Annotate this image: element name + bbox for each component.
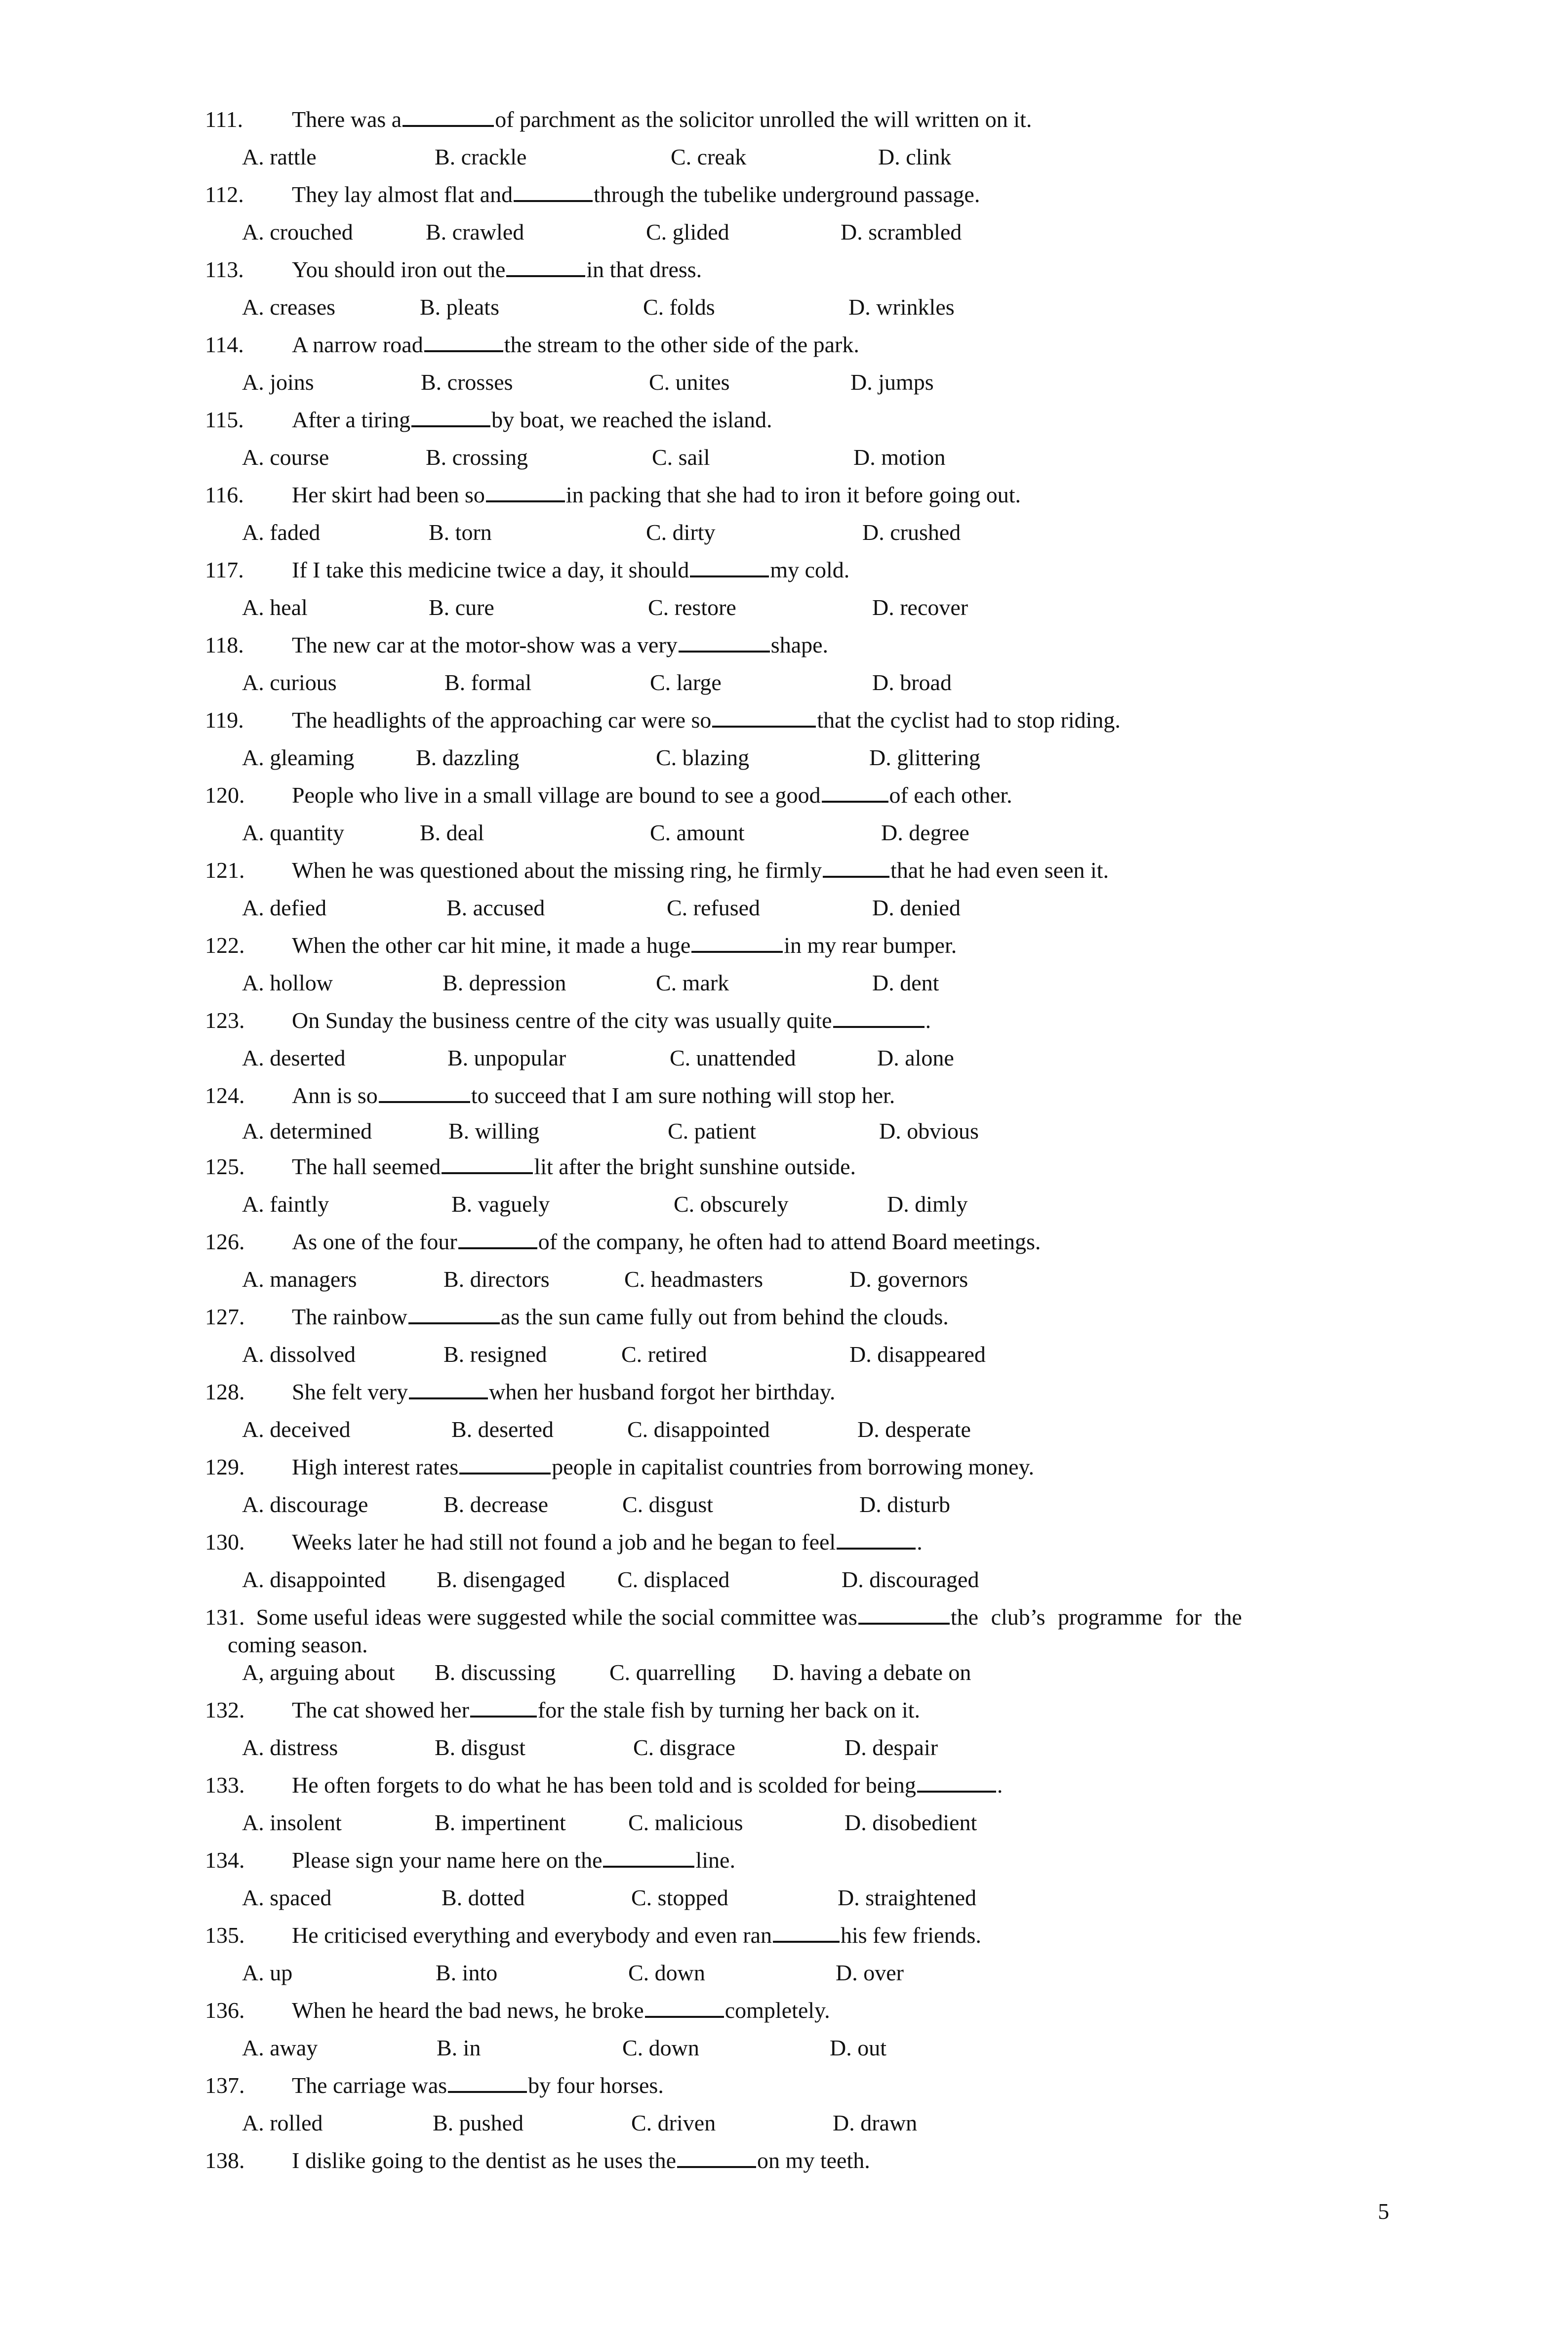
answer-blank	[379, 1082, 470, 1103]
option-b: B. vaguely	[451, 1191, 550, 1217]
question-124	[205, 1082, 895, 1109]
question-119	[205, 706, 1121, 734]
option-b: B. dazzling	[416, 745, 520, 770]
question-130	[205, 1528, 923, 1556]
answer-blank	[424, 331, 503, 352]
question-number: 123.	[205, 1008, 245, 1033]
question-112	[205, 181, 980, 208]
question-123	[205, 1007, 931, 1034]
option-b: B. willing	[448, 1118, 540, 1144]
option-d: D. out	[830, 2035, 886, 2060]
option-d: D. obvious	[879, 1118, 979, 1144]
option-c: C. dirty	[646, 520, 716, 545]
question-stem: I dislike going to the dentist as he uses the	[292, 2148, 677, 2173]
option-c: C. refused	[667, 895, 761, 920]
question-number: 115.	[205, 407, 244, 432]
option-b: B. dotted	[442, 1885, 525, 1910]
question-131	[205, 1603, 1321, 1657]
option-b: B. decrease	[443, 1492, 548, 1517]
option-c: C. restore	[648, 595, 736, 620]
option-c: C. disgrace	[633, 1735, 735, 1760]
question-number: 111.	[205, 107, 243, 132]
answer-blank	[833, 1007, 925, 1028]
question-stem: They lay almost flat and	[292, 182, 513, 207]
question-115	[205, 406, 772, 434]
option-c: C. large	[650, 670, 722, 695]
option-d: D. jumps	[850, 369, 934, 395]
question-stem-end: by four horses.	[528, 2073, 664, 2098]
question-stem: The new car at the motor-show was a very	[292, 632, 678, 657]
option-c: C. amount	[650, 820, 745, 845]
question-stem: You should iron out the	[292, 257, 506, 282]
question-stem: As one of the four	[292, 1229, 457, 1254]
option-c: C. headmasters	[624, 1267, 764, 1292]
question-number: 119.	[205, 707, 244, 733]
question-116	[205, 481, 1021, 509]
option-b: B. pleats	[420, 294, 499, 320]
answer-blank	[448, 2072, 527, 2093]
option-b: B. resigned	[443, 1342, 547, 1367]
answer-blank	[917, 1772, 996, 1793]
question-number: 138.	[205, 2148, 245, 2173]
option-b: B. crosses	[421, 369, 513, 395]
option-a: A. spaced	[242, 1885, 332, 1910]
option-a: A. discourage	[242, 1492, 368, 1517]
option-c: C. driven	[631, 2110, 716, 2135]
question-stem-end: in that dress.	[586, 257, 702, 282]
option-b: B. crossing	[426, 445, 528, 470]
question-136	[205, 1997, 830, 2024]
question-number: 112.	[205, 182, 244, 207]
option-a: A. distress	[242, 1735, 338, 1760]
option-a: A. up	[242, 1960, 293, 1985]
option-d: D. recover	[872, 595, 968, 620]
option-d: D. broad	[872, 670, 952, 695]
question-number: 137.	[205, 2073, 245, 2098]
option-a: A. hollow	[242, 970, 333, 995]
question-stem: He often forgets to do what he has been told and is scolded for being	[292, 1772, 916, 1798]
question-stem-end: the club’s programme for the	[950, 1604, 1242, 1630]
option-c: C. retired	[621, 1342, 707, 1367]
question-118	[205, 631, 828, 659]
option-a: A, arguing about	[242, 1660, 395, 1685]
option-b: B. into	[436, 1960, 498, 1985]
option-a: A. managers	[242, 1267, 357, 1292]
question-stem-end: his few friends.	[841, 1923, 981, 1948]
question-129	[205, 1453, 1034, 1481]
question-122	[205, 932, 957, 959]
option-d: D. glittering	[869, 745, 980, 770]
question-stem: When the other car hit mine, it made a huge	[292, 933, 691, 958]
option-d: D. despair	[844, 1735, 938, 1760]
option-c: C. unites	[649, 369, 730, 395]
option-a: A. insolent	[242, 1810, 342, 1835]
option-b: B. deal	[420, 820, 484, 845]
option-d: D. wrinkles	[848, 294, 955, 320]
question-number: 117.	[205, 557, 244, 582]
question-132	[205, 1696, 920, 1724]
option-d: D. crushed	[862, 520, 961, 545]
answer-blank	[402, 106, 494, 127]
question-stem: There was a	[292, 107, 402, 132]
question-133	[205, 1771, 1003, 1799]
question-stem-end: of the company, he often had to attend Board meetings.	[538, 1229, 1041, 1254]
question-stem-continued: coming season.	[228, 1632, 368, 1657]
option-d: D. disturb	[859, 1492, 950, 1517]
option-d: D. discouraged	[842, 1567, 979, 1592]
answer-blank	[691, 932, 783, 953]
question-126	[205, 1228, 1041, 1256]
question-number: 131.	[205, 1604, 245, 1630]
question-stem: The headlights of the approaching car were so	[292, 707, 712, 733]
question-stem: The carriage was	[292, 2073, 447, 2098]
answer-blank	[858, 1604, 950, 1625]
answer-blank	[486, 482, 565, 502]
question-stem: Her skirt had been so	[292, 482, 485, 507]
option-a: A. away	[242, 2035, 318, 2060]
option-d: D. governors	[849, 1267, 968, 1292]
question-stem-end: shape.	[770, 632, 829, 657]
question-stem-end: the stream to the other side of the park.	[504, 332, 859, 357]
option-b: B. crackle	[435, 144, 527, 169]
answer-blank	[458, 1228, 537, 1249]
question-number: 134.	[205, 1847, 245, 1873]
question-stem: People who live in a small village are bound to see a good	[292, 782, 821, 808]
option-a: A. curious	[242, 670, 337, 695]
option-c: C. stopped	[631, 1885, 728, 1910]
question-stem-end: that he had even seen it.	[890, 858, 1109, 883]
option-d: D. desperate	[857, 1417, 971, 1442]
option-d: D. straightened	[838, 1885, 977, 1910]
option-b: B. cure	[429, 595, 494, 620]
question-stem: High interest rates	[292, 1454, 459, 1479]
option-d: D. motion	[853, 445, 946, 470]
question-number: 124.	[205, 1083, 245, 1108]
question-number: 113.	[205, 257, 244, 282]
option-b: B. disgust	[435, 1735, 526, 1760]
question-number: 127.	[205, 1304, 245, 1329]
option-c: C. displaced	[617, 1567, 730, 1592]
question-stem: Ann is so	[292, 1083, 378, 1108]
question-number: 121.	[205, 858, 245, 883]
option-c: C. down	[622, 2035, 699, 2060]
question-stem-end: people in capitalist countries from borrowing money.	[552, 1454, 1035, 1479]
question-stem: She felt very	[292, 1379, 408, 1404]
question-stem: Some useful ideas were suggested while the social committee was	[256, 1604, 857, 1630]
question-stem-end: lit after the bright sunshine outside.	[534, 1154, 856, 1179]
option-a: A. determined	[242, 1118, 372, 1144]
option-c: C. quarrelling	[609, 1660, 736, 1685]
question-121	[205, 857, 1109, 884]
question-117	[205, 556, 849, 584]
option-a: A. deceived	[242, 1417, 351, 1442]
option-d: D. alone	[877, 1045, 954, 1070]
option-d: D. clink	[878, 144, 952, 169]
answer-blank	[677, 2147, 756, 2168]
option-a: A. quantity	[242, 820, 344, 845]
question-stem-end: line.	[695, 1847, 735, 1873]
question-stem: The hall seemed	[292, 1154, 441, 1179]
question-number: 130.	[205, 1529, 245, 1555]
option-d: D. dent	[872, 970, 939, 995]
option-a: A. deserted	[242, 1045, 346, 1070]
option-b: B. formal	[444, 670, 532, 695]
question-number: 118.	[205, 632, 244, 657]
option-a: A. gleaming	[242, 745, 355, 770]
option-a: A. faded	[242, 520, 321, 545]
option-a: A. disappointed	[242, 1567, 386, 1592]
option-b: B. discussing	[435, 1660, 556, 1685]
option-a: A. crouched	[242, 219, 353, 245]
question-number: 114.	[205, 332, 244, 357]
question-stem-end: in packing that she had to iron it before going out.	[565, 482, 1021, 507]
question-138	[205, 2147, 870, 2174]
question-number: 120.	[205, 782, 245, 808]
answer-blank	[442, 1153, 533, 1174]
question-number: 129.	[205, 1454, 245, 1479]
question-stem-end: as the sun came fully out from behind the clouds.	[500, 1304, 949, 1329]
question-stem: When he heard the bad news, he broke	[292, 1998, 644, 2023]
option-c: C. glided	[646, 219, 729, 245]
question-number: 116.	[205, 482, 244, 507]
option-b: B. accused	[446, 895, 545, 920]
option-b: B. impertinent	[435, 1810, 566, 1835]
page-number: 5	[1378, 2199, 1389, 2224]
option-c: C. malicious	[628, 1810, 743, 1835]
option-a: A. defied	[242, 895, 327, 920]
question-number: 135.	[205, 1923, 245, 1948]
question-128	[205, 1378, 835, 1406]
option-b: B. disengaged	[437, 1567, 565, 1592]
option-b: B. directors	[443, 1267, 550, 1292]
option-a: A. joins	[242, 369, 314, 395]
option-c: C. mark	[656, 970, 729, 995]
option-c: C. patient	[668, 1118, 756, 1144]
answer-blank	[459, 1454, 551, 1474]
option-a: A. rolled	[242, 2110, 323, 2135]
answer-blank	[645, 1997, 724, 2018]
question-number: 136.	[205, 1998, 245, 2023]
option-b: B. torn	[429, 520, 492, 545]
question-stem: He criticised everything and everybody and even ran	[292, 1923, 772, 1948]
question-stem-end: that the cyclist had to stop riding.	[817, 707, 1121, 733]
answer-blank	[411, 407, 490, 427]
option-d: D. scrambled	[841, 219, 962, 245]
question-134	[205, 1846, 735, 1874]
question-stem-end: .	[997, 1772, 1003, 1798]
option-c: C. folds	[643, 294, 715, 320]
option-d: D. dimly	[887, 1191, 968, 1217]
question-135	[205, 1922, 981, 1949]
question-stem: A narrow road	[292, 332, 423, 357]
question-stem-end: when her husband forgot her birthday.	[489, 1379, 836, 1404]
option-a: A. creases	[242, 294, 336, 320]
answer-blank	[679, 632, 770, 653]
option-b: B. depression	[442, 970, 566, 995]
answer-blank	[514, 181, 593, 202]
question-137	[205, 2072, 664, 2099]
question-stem: If I take this medicine twice a day, it should	[292, 557, 689, 582]
option-a: A. faintly	[242, 1191, 329, 1217]
option-d: D. over	[836, 1960, 904, 1985]
option-c: C. creak	[671, 144, 747, 169]
option-b: B. in	[437, 2035, 481, 2060]
question-stem: When he was questioned about the missing ring, he firmly	[292, 858, 822, 883]
answer-blank	[409, 1379, 488, 1399]
question-stem: The cat showed her	[292, 1697, 469, 1722]
question-120	[205, 781, 1012, 809]
question-113	[205, 256, 702, 284]
option-d: D. disobedient	[844, 1810, 977, 1835]
question-number: 122.	[205, 933, 245, 958]
option-b: B. unpopular	[447, 1045, 566, 1070]
answer-blank	[408, 1304, 500, 1324]
question-stem: Please sign your name here on the	[292, 1847, 603, 1873]
answer-blank	[823, 857, 889, 878]
question-stem-end: through the tubelike underground passage.	[594, 182, 980, 207]
question-stem-end: for the stale fish by turning her back on it.	[537, 1697, 921, 1722]
question-stem-end: by boat, we reached the island.	[491, 407, 772, 432]
answer-blank	[837, 1529, 916, 1550]
option-b: B. deserted	[451, 1417, 554, 1442]
option-a: A. course	[242, 445, 329, 470]
question-stem-end: .	[917, 1529, 923, 1555]
answer-blank	[822, 782, 888, 803]
question-number: 128.	[205, 1379, 245, 1404]
answer-blank	[470, 1697, 537, 1718]
option-a: A. dissolved	[242, 1342, 356, 1367]
answer-blank	[773, 1922, 840, 1943]
question-stem-end: on my teeth.	[757, 2148, 870, 2173]
option-d: D. having a debate on	[772, 1660, 971, 1685]
question-stem-end: to succeed that I am sure nothing will stop her.	[471, 1083, 895, 1108]
question-number: 132.	[205, 1697, 245, 1722]
option-d: D. denied	[872, 895, 961, 920]
option-c: C. unattended	[670, 1045, 796, 1070]
answer-blank	[712, 707, 816, 728]
question-stem: On Sunday the business centre of the city was usually quite	[292, 1008, 832, 1033]
option-c: C. down	[628, 1960, 705, 1985]
answer-blank	[603, 1847, 694, 1868]
option-c: C. obscurely	[674, 1191, 789, 1217]
question-stem-end: in my rear bumper.	[784, 933, 957, 958]
answer-blank	[506, 256, 585, 277]
question-number: 133.	[205, 1772, 245, 1798]
option-c: C. blazing	[656, 745, 750, 770]
question-stem-end: my cold.	[770, 557, 850, 582]
option-c: C. sail	[652, 445, 710, 470]
question-stem-end: completely.	[724, 1998, 830, 2023]
question-125	[205, 1153, 856, 1181]
option-d: D. degree	[881, 820, 969, 845]
question-stem-end: of each other.	[889, 782, 1012, 808]
option-c: C. disappointed	[627, 1417, 770, 1442]
answer-blank	[690, 557, 769, 577]
question-stem: After a tiring	[292, 407, 411, 432]
question-111	[205, 106, 1032, 133]
option-d: D. disappeared	[849, 1342, 986, 1367]
question-stem: Weeks later he had still not found a job and he began to feel	[292, 1529, 836, 1555]
question-stem-end: of parchment as the solicitor unrolled the will written on it.	[495, 107, 1032, 132]
option-b: B. pushed	[433, 2110, 523, 2135]
question-number: 126.	[205, 1229, 245, 1254]
option-a: A. rattle	[242, 144, 317, 169]
question-114	[205, 331, 859, 359]
question-127	[205, 1303, 949, 1331]
option-a: A. heal	[242, 595, 308, 620]
option-d: D. drawn	[833, 2110, 918, 2135]
question-stem: The rainbow	[292, 1304, 407, 1329]
question-stem-end: .	[925, 1008, 931, 1033]
option-c: C. disgust	[622, 1492, 714, 1517]
question-number: 125.	[205, 1154, 245, 1179]
option-b: B. crawled	[426, 219, 524, 245]
